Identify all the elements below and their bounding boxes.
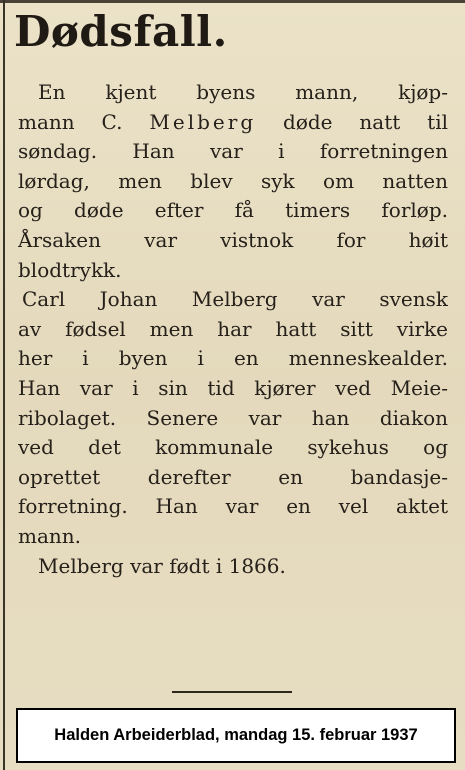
- text-line: Han var i sin tid kjører ved Meie-: [18, 375, 448, 400]
- text-line: søndag. Han var i forretningen: [18, 139, 448, 164]
- paragraph-2: [18, 285, 448, 551]
- text-segment: døde natt til: [283, 109, 448, 134]
- text-line: Årsaken var vistnok for høit: [18, 227, 448, 252]
- text-line: En kjent byens mann, kjøp-: [38, 80, 448, 104]
- text-line: oprettet derefter en bandasje-: [18, 464, 448, 489]
- article-body: [18, 78, 448, 581]
- paragraph-1: [18, 78, 448, 285]
- text-line: Carl Johan Melberg var svensk: [22, 287, 448, 312]
- text-line: Melberg var født i 1866.: [38, 553, 286, 578]
- paragraph-3: [18, 552, 448, 582]
- text-line: mann.: [18, 523, 82, 548]
- text-line: blodtrykk.: [18, 257, 122, 282]
- text-line: ved det kommunale sykehus og: [18, 435, 448, 460]
- headline: Dødsfall.: [14, 7, 228, 56]
- text-line: her i byen i en menneskealder.: [18, 346, 448, 371]
- text-line: og døde efter få timers forløp.: [18, 198, 448, 223]
- end-divider-rule: [172, 691, 292, 693]
- top-column-rule: [0, 0, 465, 3]
- text-line: forretning. Han var en vel aktet: [18, 494, 448, 519]
- source-caption-box: [16, 708, 456, 763]
- left-column-rule: [3, 0, 5, 770]
- text-line: [18, 108, 448, 138]
- text-segment: mann C.: [18, 109, 123, 134]
- source-caption: Halden Arbeiderblad, mandag 15. februar 1937: [54, 726, 418, 744]
- text-line: ribolaget. Senere var han diakon: [18, 405, 448, 430]
- spaced-name: Melberg: [149, 109, 257, 134]
- text-line: av fødsel men har hatt sitt virke: [18, 316, 448, 341]
- text-line: lørdag, men blev syk om natten: [18, 168, 448, 193]
